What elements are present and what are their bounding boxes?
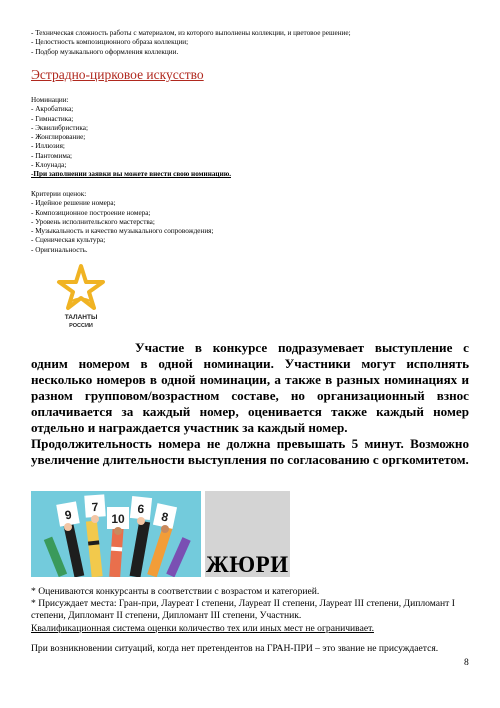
duration-paragraph: Продолжительность номера не должна превышать 5 минут. Возможно увеличение длительности выступления по согласованию с оргкомитетом. <box>31 436 469 467</box>
list-item: - Оригинальность. <box>31 245 88 254</box>
svg-text:ТАЛАНТЫ: ТАЛАНТЫ <box>64 314 98 321</box>
awards-block <box>31 586 471 635</box>
section-title: Эстрадно-цирковое искусство <box>31 67 204 82</box>
jury-illustration <box>31 491 201 577</box>
list-item: - Иллюзия; <box>31 142 65 151</box>
list-item: - Эквилибристика; <box>31 123 88 132</box>
svg-text:РОССИИ: РОССИИ <box>69 323 93 329</box>
jury-label: ЖЮРИ <box>206 552 289 577</box>
main-text <box>31 340 469 468</box>
jury-card-value: 9 <box>63 507 73 523</box>
nominations-heading: Номинации: <box>31 96 69 104</box>
jury-card-value: 10 <box>111 512 125 526</box>
list-item: - Идейное решение номера; <box>31 199 116 208</box>
jury-card-value: 8 <box>160 509 170 525</box>
awards-line: * Оцениваются конкурсанты в соответствии с возрастом и категорией. <box>31 586 320 597</box>
list-item: - Жонглирование; <box>31 133 86 142</box>
list-item: - Музыкальность и качество музыкального сопровождения; <box>31 227 214 236</box>
list-item: - Пантомима; <box>31 151 73 160</box>
nominations-block <box>31 96 231 180</box>
nominations-note: -При заполнении заявки вы можете внести свою номинацию. <box>31 170 231 179</box>
talanty-rossii-logo <box>56 262 106 332</box>
list-item: - Композиционное построение номера; <box>31 208 151 217</box>
grand-prix-note: При возникновении ситуаций, когда нет претендентов на ГРАН-ПРИ – это звание не присуждается. <box>31 643 439 654</box>
criteria-heading: Критерии оценок: <box>31 190 87 198</box>
list-item: - Гимнастика; <box>31 114 74 123</box>
list-item: - Подбор музыкального оформления коллекции. <box>31 47 179 56</box>
criteria-block <box>31 190 213 255</box>
awards-line: Квалификационная система оценки количество тех или иных мест не ограничивает. <box>31 622 374 634</box>
list-item: - Акробатика; <box>31 105 74 114</box>
jury-card-value: 7 <box>91 499 99 515</box>
list-item: - Сценическая культура; <box>31 236 106 245</box>
list-item: - Техническая сложность работы с материалом, из которого выполнены коллекции, и цветовое решение; <box>31 29 351 37</box>
jury-hands-picture <box>31 491 201 577</box>
jury-card-value: 6 <box>136 501 145 517</box>
page-number: 8 <box>464 657 469 668</box>
awards-line: * Присуждает места: Гран-при, Лауреат I степени, Лауреат II степени, Лауреат III степени, Дипломант I степени, Дипломант II степени, Дипломант III степени, Участник. <box>31 598 455 622</box>
list-item: - Уровень исполнительского мастерства; <box>31 217 155 226</box>
participation-paragraph: Участие в конкурсе подразумевает выступление с одним номером в одной номинации. Участники могут исполнять несколько номеров в одной номинации, а также в разных номинациях и разном групповом/возрастном составе, но организационный взнос оплачивается за каждый номер, оценивается также каждый номер отдельно и награждается участник за каждый номер. <box>31 340 469 435</box>
top-criteria-list <box>31 29 351 57</box>
list-item: - Клоунада; <box>31 161 67 170</box>
list-item: - Целостность композиционного образа коллекции; <box>31 38 189 47</box>
